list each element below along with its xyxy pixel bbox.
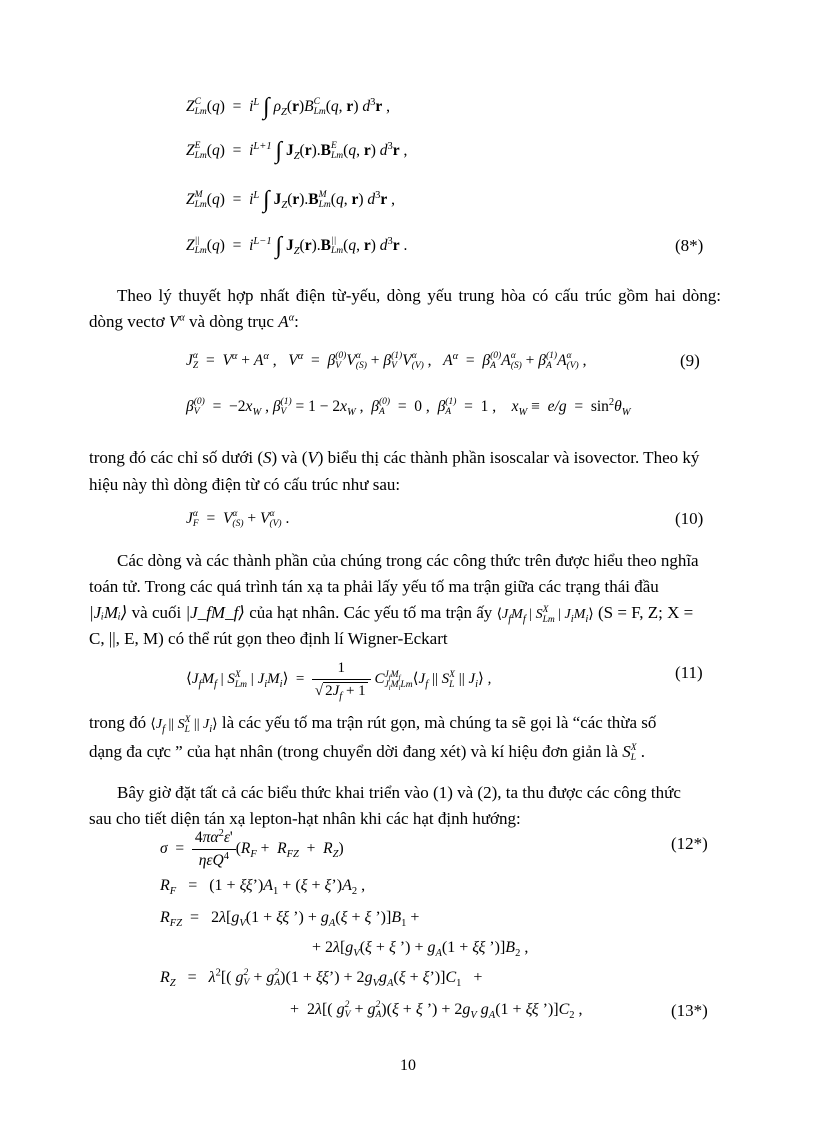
paragraph-5-line2: sau cho tiết diện tán xạ lepton-hạt nhân khi các hạt định hướng: [89, 809, 521, 828]
eq10-label: (10) [675, 509, 704, 528]
eq8-row2: Z E Lm $(q) = i^{L+1}$ ∫ $J_Z(r).B$ E Lm (q, r) $d^3r$ , [186, 138, 408, 164]
eq13-rf: $R_F = (1$ + $\xi\xi’)A_1 + (\xi$ + $\xi’)A_2$ , [160, 877, 366, 898]
eq13-rfz-1: $R_{FZ} = 2\lambda[g_V(1 + \xi\xi$ ’) + $g_A(\xi + \xi$ $’)]B_1$ + [160, 909, 420, 930]
paragraph-3-line1: Các dòng và các thành phần của chúng trong các công thức trên được hiểu theo nghĩa [117, 551, 699, 570]
eq9-label: (9) [680, 351, 700, 370]
paragraph-4-line2: dạng đa cực ” của hạt nhân (trong chuyển dời đang xét) và kí hiệu đơn giản là S X L . [89, 742, 646, 764]
eq11: $⟨J_fM_f$ | S X Lm | $J_iM_i⟩$ = $\frac{1}{√ 2J_f + 1}$ C $J_fM_f$ $J_iM_iLm$ $⟨J_f$ || S X L || $J_i⟩$ , [186, 660, 492, 702]
eq9-row1: J α Z = $V^\alpha + A^\alpha$ , $V^\alpha = \beta$ (0) V V α (S) + β (1) V V α (V) , $A^\alpha = \beta$ (0) A A α (S) + β (1) A A α (V) , [186, 350, 587, 372]
paragraph-4-line1: trong đó $⟨J_f$ || S X L || $J_i⟩$ là các yếu tố ma trận rút gọn, mà chúng ta sẽ gọi là “các thừa số [89, 713, 657, 735]
eq8-label: (8*) [675, 236, 704, 255]
eq13-rz-2: + 2λ[( g 2 V + g 2 A )(ξ + ξ ’) + $2g_V$ $g_A(1 + \xi\xi$ $’)]C_2$ , [290, 1000, 583, 1022]
eq8-row1: Z C Lm $(q) = i^L$ ∫ $\rho_Z(r)B$ C Lm (q, r) $d^3r$ , [186, 94, 390, 120]
eq13-rz-1: $R_Z = \lambda^2$[( g 2 V + g 2 A )(1 + ξξ’) + $2g_Vg_A(\xi$ + $\xi’)]C_1$ + [160, 967, 483, 990]
paragraph-1: Theo lý thuyết hợp nhất điện từ-yếu, dòng yếu trung hòa có cấu trúc gồm hai dòng: dòng vectơ $V^\alpha$ và dòng trục $A^\alpha$: [89, 286, 721, 331]
eq8-row3: Z M Lm $(q) = i^L$ ∫ $J_Z(r).B$ M Lm (q, r) $d^3r$ , [186, 187, 396, 213]
eq8-row4: Z || Lm $(q) = i^{L-1}$ ∫ $J_Z(r).B$ || Lm (q, r) $d^3r$ . [186, 233, 408, 259]
paragraph-3-line3: |JᵢMᵢ⟩ và cuối |J_fM_f⟩ của hạt nhân. Các yếu tố ma trận ấy $⟨J_fM_f$ | S X Lm | $J_iM_i⟩$ (S = F, Z; X = [89, 603, 694, 625]
eq10: J α F = V α (S) + V α (V) . [186, 509, 290, 530]
eq13-label: (13*) [671, 1001, 708, 1020]
eq11-label: (11) [675, 663, 703, 682]
paragraph-5-line1: Bây giờ đặt tất cả các biểu thức khai triển vào (1) và (2), ta thu được các công thức [117, 783, 681, 802]
paragraph-2-line1: trong đó các chỉ số dưới (S) và (V) biểu thị các thành phần isoscalar và isovector. Theo ký [89, 448, 700, 467]
eq12-label: (12*) [671, 834, 708, 853]
paragraph-3-line4: C, ||, E, M) có thể rút gọn theo định lí Wigner-Eckart [89, 629, 448, 648]
page-number: 10 [400, 1057, 416, 1074]
eq12: σ = $\frac{4\pi\alpha^2\varepsilon'}{\eta\varepsilon Q^4}$ $(R_F + R_{FZ} + R_Z)$ [160, 827, 344, 869]
eq9-row2: β (0) V = $-2x_W$ , β (1) V = $1 - 2x_W$ , β (0) A = 0 , β (1) A = 1 , $x_W \equiv e/g = \sin^2\theta_W$ [186, 396, 631, 419]
paragraph-2-line2: hiệu này thì dòng điện từ có cấu trúc như sau: [89, 475, 401, 494]
eq13-rfz-2: + $2\lambda[g_V(\xi + \xi$ ’) + $g_A(1 + \xi\xi$ $’)]B_2$ , [312, 939, 529, 960]
paragraph-3-line2: toán tử. Trong các quá trình tán xạ ta phải lấy yếu tố ma trận giữa các trạng thái đầu [89, 577, 659, 596]
